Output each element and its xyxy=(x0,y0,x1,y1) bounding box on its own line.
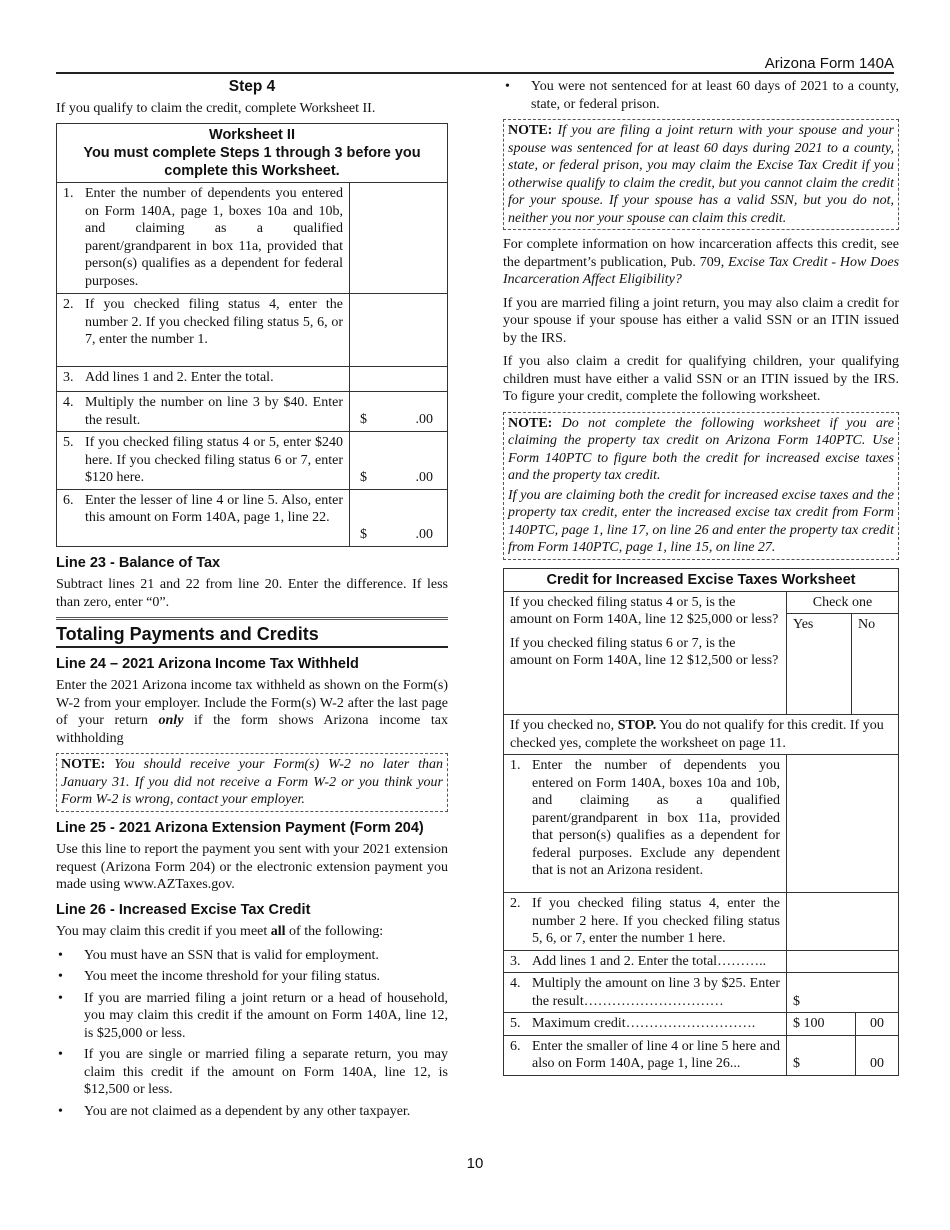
line25-heading: Line 25 - 2021 Arizona Extension Payment (Form 204) xyxy=(56,819,424,836)
section-heading: Totaling Payments and Credits xyxy=(56,626,448,648)
note-label: NOTE: xyxy=(61,757,106,772)
instruction-text: If you checked no, xyxy=(510,718,615,733)
worksheet-ii-line xyxy=(57,392,448,432)
note-text-2: If you are claiming both the credit for increased excise taxes and the property tax credit, enter the increased excise tax credit from Form 140PTC, page 1, line 17, on line 26 and enter the property tax credit from Form 140PTC, page 1, line 15, on line 27. xyxy=(508,487,894,555)
line-number: 4. xyxy=(63,395,74,410)
worksheet-ii-line xyxy=(57,489,448,546)
line26-intro-part1: You may claim this credit if you meet xyxy=(56,924,268,939)
line-text: Add lines 1 and 2. Enter the total……….. xyxy=(532,953,767,969)
line-text: Enter the number of dependents you entered on Form 140A, page 1, boxes 10a and 10b, and claiming as a qualified parent/grandparent in box 11a, provided that person(s) qualifies as a dependent for federal purposes. xyxy=(85,186,343,289)
worksheet-ii-line xyxy=(57,183,448,294)
amount-field[interactable] xyxy=(350,367,448,392)
cents-field: 00 xyxy=(856,1013,899,1036)
list-item: • You meet the income threshold for your filing status. xyxy=(56,968,448,986)
line26-all-emphasis: all xyxy=(270,924,286,939)
amount-field[interactable] xyxy=(350,294,448,367)
amount-field[interactable] xyxy=(350,489,448,546)
dollar-sign: $ xyxy=(360,527,367,542)
amount-field[interactable] xyxy=(350,183,448,294)
line24-only-emphasis: only xyxy=(158,713,184,728)
worksheet-ii-line xyxy=(57,367,448,392)
line-number: 4. xyxy=(510,976,521,991)
para-text: For complete information on how incarceration affects this credit, see the department’s publication, Pub. 709, xyxy=(503,237,899,270)
line-number: 3. xyxy=(510,953,521,969)
line25-text: Use this line to report the payment you sent with your 2021 extension request (Arizona Form 204) or the electronic extension payment you made using www.AZTaxes.gov. xyxy=(56,842,448,892)
check-one-label: Check one xyxy=(787,591,899,614)
excise-worksheet-line xyxy=(504,893,899,951)
line-number: 3. xyxy=(63,370,74,385)
amount-field[interactable] xyxy=(350,392,448,432)
list-item: • You must have an SSN that is valid for employment. xyxy=(56,947,448,965)
dollar-sign: $ xyxy=(360,469,367,485)
amount-field[interactable] xyxy=(787,973,899,1013)
line-text: If you checked filing status 4, enter the number 2. If you checked filing status 5, 6, or 7, enter the number 1. xyxy=(85,297,343,347)
line-text: Add lines 1 and 2. Enter the total. xyxy=(85,370,274,385)
no-checkbox[interactable] xyxy=(852,614,899,715)
worksheet-ii-line xyxy=(57,294,448,367)
page-number: 10 xyxy=(466,1155,484,1172)
line23-text: Subtract lines 21 and 22 from line 20. Enter the difference. If less than zero, enter “0”. xyxy=(56,577,448,610)
worksheet-ii-subtitle: You must complete Steps 1 through 3 before you complete this Worksheet. xyxy=(83,145,421,179)
right-column xyxy=(503,78,899,1076)
dollar-sign: $ xyxy=(793,993,800,1009)
line26-heading: Line 26 - Increased Excise Tax Credit xyxy=(56,901,311,918)
note-label: NOTE: xyxy=(508,123,553,138)
note-label: NOTE: xyxy=(508,415,553,431)
amount-field[interactable] xyxy=(787,1035,856,1075)
dollar-sign: $ xyxy=(793,1056,800,1071)
publication-title: Excise Tax Credit - How Does Incarceration Affect Eligibility? xyxy=(503,254,900,287)
incarceration-paragraph xyxy=(503,236,899,289)
note-w2 xyxy=(56,753,448,812)
line-number: 1. xyxy=(510,758,521,773)
spouse-paragraph: If you are married filing a joint return, you may also claim a credit for your spouse if your spouse has either a valid SSN or an ITIN issued by the IRS. xyxy=(503,295,899,346)
eligibility-list xyxy=(56,947,448,1121)
line-text: Maximum credit………………………. xyxy=(532,1016,756,1031)
instruction-text: You do not qualify for this credit. If you checked yes, complete the worksheet on page 11. xyxy=(510,718,884,751)
line23-heading: Line 23 - Balance of Tax xyxy=(56,554,221,571)
question-1: If you checked filing status 4 or 5, is the amount on Form 140A, line 12 $25,000 or less? xyxy=(510,594,779,627)
dollar-sign: $ xyxy=(360,411,367,427)
line26-intro xyxy=(56,923,448,941)
line-text: Enter the lesser of line 4 or line 5. Also, enter this amount on Form 140A, page 1, line 22. xyxy=(85,492,343,525)
form-title: Arizona Form 140A xyxy=(764,55,894,72)
cents: .00 xyxy=(415,469,433,485)
worksheet-ii-header xyxy=(57,124,448,183)
note-text: If you are filing a joint return with your spouse and your spouse was sentenced for at least 60 days during 2021 to a county, state, or federal prison, you may claim the Excise Tax Credit if you otherwise qualify to claim the credit, but you cannot claim the credit for your spouse. If your spouse has a valid SSN, but you do not, neither you nor your spouse can claim this credit. xyxy=(508,123,895,226)
line-text: If you checked filing status 4, enter the number 2 here. If you checked filing status 5, 6, or 7, enter the number 1 here. xyxy=(532,896,780,946)
note-property-tax xyxy=(503,412,899,560)
max-credit-value: 100 xyxy=(803,1016,825,1031)
line-text: If you checked filing status 4 or 5, enter $240 here. If you checked filing status 6 or 7, enter $120 here. xyxy=(85,435,343,485)
worksheet-ii-title: Worksheet II xyxy=(209,127,295,143)
worksheet-ii xyxy=(56,123,448,547)
note-text: You should receive your Form(s) W-2 no later than January 31. If you did not receive a Form W-2 or you think your Form W-2 is wrong, contact your employer. xyxy=(61,757,443,807)
line-number: 6. xyxy=(510,1038,521,1054)
excise-worksheet-line xyxy=(504,950,899,973)
step4-intro: If you qualify to claim the credit, complete Worksheet II. xyxy=(56,100,376,116)
section-divider xyxy=(56,617,448,620)
list-item: • You were not sentenced for at least 60 days of 2021 to a county, state, or federal prison. xyxy=(503,78,899,113)
no-label: No xyxy=(858,617,876,632)
excise-worksheet-title: Credit for Increased Excise Taxes Worksheet xyxy=(504,568,899,591)
line-text: Multiply the amount on line 3 by $25. Enter the result………………………… xyxy=(532,976,780,1009)
excise-tax-worksheet xyxy=(503,568,899,1076)
line-number: 2. xyxy=(63,297,74,312)
amount-field[interactable] xyxy=(350,432,448,490)
step4-heading: Step 4 xyxy=(228,78,276,95)
amount-field[interactable] xyxy=(787,755,899,893)
line-number: 1. xyxy=(63,186,74,201)
line24-text-part2: if the form shows Arizona income tax withholding xyxy=(56,713,449,746)
note-joint-return xyxy=(503,119,899,230)
note-text: Do not complete the following worksheet if you are claiming the property tax credit on Arizona Form 140PTC. Use Form 140PTC to figure both the credit for increased excise taxes and the property tax credit. xyxy=(508,415,894,483)
question-2: If you checked filing status 6 or 7, is the amount on Form 140A, line 12 $12,500 or less? xyxy=(510,635,779,668)
yes-label: Yes xyxy=(793,617,814,632)
list-item: • If you are married filing a joint return or a head of household, you may claim this credit if the amount on Form 140A, line 12, is $25,000 or less. xyxy=(56,990,448,1043)
stop-label: STOP. xyxy=(617,718,657,733)
worksheet-ii-line xyxy=(57,432,448,490)
excise-worksheet-line xyxy=(504,1013,899,1036)
line-number: 6. xyxy=(63,492,74,508)
excise-worksheet-line xyxy=(504,755,899,893)
line-number: 2. xyxy=(510,896,521,911)
header-rule xyxy=(56,72,894,74)
amount-field[interactable] xyxy=(787,950,899,973)
eligibility-questions xyxy=(504,591,787,715)
list-item: • If you are single or married filing a separate return, you may claim this credit if the amount on Form 140A, line 12, is $12,500 or less. xyxy=(56,1046,448,1099)
line24-heading: Line 24 – 2021 Arizona Income Tax Withheld xyxy=(56,655,359,672)
stop-instruction xyxy=(504,715,899,755)
cents: .00 xyxy=(415,527,433,542)
eligibility-list-continued xyxy=(503,78,899,113)
left-column xyxy=(56,78,448,1124)
dollar-sign: $ xyxy=(793,1016,800,1031)
cents: .00 xyxy=(415,411,433,427)
line-text: Enter the smaller of line 4 or line 5 here and also on Form 140A, page 1, line 26... xyxy=(532,1038,780,1071)
line24-text xyxy=(56,677,448,747)
line-number: 5. xyxy=(510,1016,521,1031)
amount-field xyxy=(787,1013,856,1036)
line24-text-part1: Enter the 2021 Arizona income tax withheld as shown on the Form(s) W-2 from your employer. Include the Form(s) W-2 after the last page of your return xyxy=(56,678,448,728)
list-item: • You are not claimed as a dependent by any other taxpayer. xyxy=(56,1103,448,1121)
line-text: Multiply the number on line 3 by $40. Enter the result. xyxy=(85,395,343,428)
line-number: 5. xyxy=(63,435,74,450)
excise-worksheet-line xyxy=(504,973,899,1013)
children-paragraph: If you also claim a credit for qualifying children, your qualifying children must have either a valid SSN or an ITIN issued by the IRS. To figure your credit, complete the following worksheet. xyxy=(503,354,899,404)
amount-field[interactable] xyxy=(787,893,899,951)
excise-worksheet-line xyxy=(504,1035,899,1075)
line-text: Enter the number of dependents you entered on Form 140A, boxes 10a and 10b, and claiming as a qualified parent/grandparent in box 11a, provided that person(s) qualifies as a dependent for federal purposes. Exclude any dependent that is not an Arizona resident. xyxy=(532,758,780,878)
yes-checkbox[interactable] xyxy=(787,614,852,715)
cents-field[interactable]: 00 xyxy=(856,1035,899,1075)
line26-intro-part2: of the following: xyxy=(289,924,384,939)
